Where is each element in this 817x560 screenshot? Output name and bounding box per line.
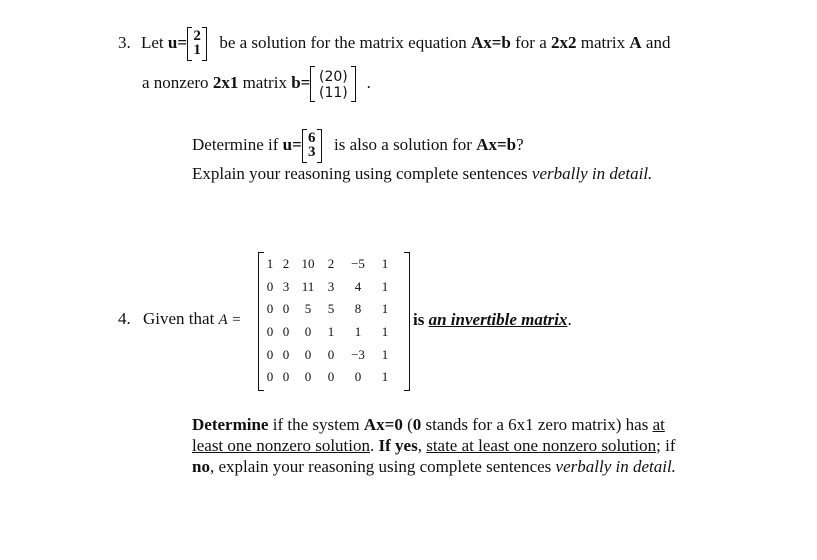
q4-is: is: [413, 310, 425, 329]
matrix-cell: −3: [351, 346, 365, 362]
matrix-cell: 11: [301, 278, 315, 294]
matrix-cell: 1: [354, 324, 362, 340]
q3-line1: [118, 25, 670, 61]
q3-u-vector: [187, 27, 207, 61]
q3-determine-pre: Determine if: [192, 135, 279, 154]
q3-explain-italic: verbally in detail.: [531, 164, 653, 183]
q3-period: .: [366, 73, 371, 92]
matrix-cell: 1: [381, 278, 389, 294]
matrix-cell: 0: [282, 301, 290, 317]
matrix-cell: 0: [327, 369, 335, 385]
q3-u2-vector: [302, 129, 322, 163]
matrix-cell: 1: [381, 256, 389, 272]
matrix-cell: 0: [304, 346, 312, 362]
q3-nonzero: a nonzero: [142, 73, 209, 92]
matrix-cell: 0: [282, 346, 290, 362]
q3-u2-entry-2: 3: [308, 144, 316, 161]
q4-determine-rest: if the system: [272, 415, 360, 434]
matrix-cell: 5: [327, 301, 335, 317]
matrix-cell: −5: [351, 256, 365, 272]
q3-line1-text: be a solution for the matrix equation: [219, 33, 467, 52]
q3-u-label: u=: [167, 33, 188, 52]
matrix-cell: 0: [282, 369, 290, 385]
q3-b-vector: [310, 66, 356, 102]
matrix-cell: 1: [381, 301, 389, 317]
q3-explain-pre: Explain your reasoning using complete sentences: [192, 164, 528, 183]
matrix-cell: 1: [266, 256, 274, 272]
matrix-cell: 0: [327, 346, 335, 362]
q4-semicolon-if: ; if: [656, 436, 676, 455]
q4-yes: yes: [395, 436, 418, 455]
q4-paren-rest: stands for a 6x1 zero matrix) has: [425, 415, 649, 434]
matrix-cell: 0: [266, 278, 274, 294]
matrix-row: [263, 366, 395, 389]
q3-u-entry-2: 1: [193, 42, 201, 59]
q3-determine-post: is also a solution for: [334, 135, 472, 154]
q3-matrix-word2: matrix: [242, 73, 287, 92]
q3-u-bracket-right: [202, 27, 207, 61]
q4-matrix-bracket-right: [404, 252, 410, 391]
matrix-cell: 0: [266, 324, 274, 340]
q3-for-a: for a: [515, 33, 547, 52]
q4-at: at: [652, 415, 665, 434]
matrix-cell: 0: [266, 346, 274, 362]
q4-no: no: [192, 457, 210, 476]
matrix-cell: 3: [282, 278, 290, 294]
matrix-row: [263, 253, 395, 276]
matrix-cell: 0: [282, 324, 290, 340]
matrix-cell: 4: [354, 278, 362, 294]
q3-question-mark: ?: [516, 135, 524, 154]
q4-matrix: [258, 252, 410, 391]
q3-number: 3.: [118, 33, 131, 52]
q4-determine-paragraph: Determine if the system Ax=0 (0 stands for a 6x1 zero matrix) has at least one nonzero solution. If yes, state at least one nonzero solution; if no, explain your reasoning using complete sentences verbally in detail.: [192, 415, 676, 476]
matrix-cell: 3: [327, 278, 335, 294]
q4-A-equals: A =: [218, 312, 242, 328]
q4-explain-pre: , explain your reasoning using complete sentences: [209, 457, 552, 476]
matrix-cell: 1: [381, 346, 389, 362]
matrix-cell: 0: [266, 369, 274, 385]
matrix-cell: 1: [381, 324, 389, 340]
q4-determine-word: Determine: [192, 415, 269, 434]
matrix-cell: 2: [282, 256, 290, 272]
q3-u-entry-1: 2: [193, 28, 201, 45]
q4-invertible-matrix: an invertible matrix: [428, 310, 568, 329]
q4-least-one: least one nonzero solution: [192, 436, 370, 455]
q4-explain-italic: verbally in detail.: [555, 457, 676, 476]
q4-matrix-table: [263, 253, 395, 389]
q3-b-bracket-right: [351, 66, 356, 102]
matrix-cell: 10: [301, 256, 315, 272]
q4-zero: 0: [412, 415, 422, 434]
q3-matrix-word: matrix: [580, 33, 626, 52]
q3-line2: [142, 64, 371, 102]
q3-u2-entry-1: 6: [308, 130, 316, 147]
q3-and: and: [645, 33, 671, 52]
matrix-cell: 1: [381, 369, 389, 385]
q3-u2-bracket-right: [317, 129, 322, 163]
q3-b-entry-1: (20): [318, 69, 348, 86]
q3-equation: Ax=b: [470, 33, 511, 52]
matrix-row: [263, 298, 395, 321]
matrix-cell: 0: [354, 369, 362, 385]
q4-given-line: [118, 309, 241, 329]
q4-if: If: [378, 436, 391, 455]
q4-given: Given that: [143, 309, 215, 328]
matrix-cell: 1: [327, 324, 335, 340]
q3-dim-2x2: 2x2: [551, 33, 577, 52]
matrix-row: [263, 321, 395, 344]
q3-determine-line: [192, 127, 524, 163]
q3-b-label: b=: [291, 73, 311, 92]
q4-number: 4.: [118, 309, 131, 328]
q3-explain-line: [192, 164, 652, 184]
q3-let: Let: [141, 33, 164, 52]
q4-state-solution: state at least one nonzero solution: [426, 436, 657, 455]
matrix-cell: 5: [304, 301, 312, 317]
matrix-cell: 0: [304, 324, 312, 340]
matrix-cell: 2: [327, 256, 335, 272]
q4-equation: Ax=0: [363, 415, 403, 434]
matrix-cell: 0: [266, 301, 274, 317]
q3-u2-label: u=: [282, 135, 302, 154]
q3-b-entry-2: (11): [318, 85, 348, 102]
q4-dot: .: [567, 310, 572, 329]
matrix-row: [263, 276, 395, 299]
q4-invertible-line: [413, 310, 572, 330]
q3-equation-2: Ax=b: [476, 135, 517, 154]
matrix-row: [263, 343, 395, 366]
q4-paren-open: (: [407, 415, 413, 434]
q3-A: A: [629, 33, 642, 52]
matrix-cell: 0: [304, 369, 312, 385]
matrix-cell: 8: [354, 301, 362, 317]
q3-dim-2x1: 2x1: [212, 73, 239, 92]
